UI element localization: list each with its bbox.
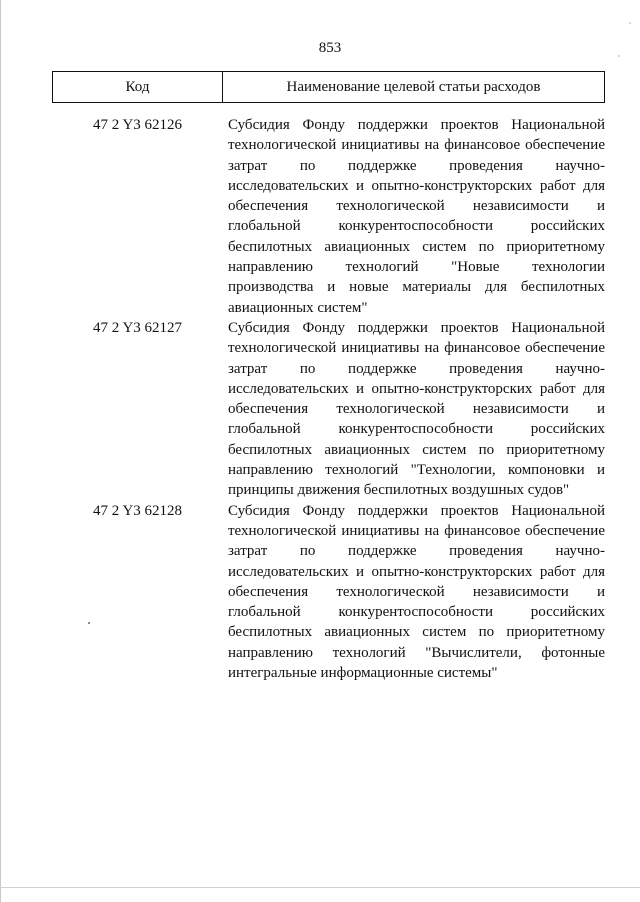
scan-artifact [88,622,90,624]
table-row [52,318,605,501]
scan-artifact [0,887,640,888]
scan-artifact [0,0,1,902]
row-description: Субсидия Фонду поддержки проектов Национальной технологической инициативы на финансовое обеспечение затрат по поддержке проведения научно-исследовательских и опытно-конструкторских работ для обеспечения технологической независимости и глобальной конкурентоспособности российских беспилотных авиационных систем по приоритетному направлению технологий "Новые технологии производства и новые материалы для беспилотных авиационных систем" [228,117,605,316]
page-number: 853 [318,40,342,56]
row-description: Субсидия Фонду поддержки проектов Национальной технологической инициативы на финансовое обеспечение затрат по поддержке проведения научно-исследовательских и опытно-конструкторских работ для обеспечения технологической независимости и глобальной конкурентоспособности российских беспилотных авиационных систем по приоритетному направлению технологий "Технологии, компоновки и принципы движения беспилотных воздушных судов" [228,319,605,499]
row-code: 47 2 Y3 62126 [93,117,183,133]
table-body [52,115,605,683]
scan-artifact [618,55,620,57]
table-header [52,71,605,103]
scan-artifact [629,22,631,24]
table-row [52,501,605,684]
row-code: 47 2 Y3 62127 [93,319,183,336]
header-code: Код [53,72,223,102]
header-name: Наименование целевой статьи расходов [286,78,541,95]
row-code: 47 2 Y3 62128 [93,502,183,519]
table-row [52,115,605,318]
row-description: Субсидия Фонду поддержки проектов Национальной технологической инициативы на финансовое обеспечение затрат по поддержке проведения научно-исследовательских и опытно-конструкторских работ для обеспечения технологической независимости и глобальной конкурентоспособности российских беспилотных авиационных систем по приоритетному направлению технологий "Вычислители, фотонные интегральные информационные системы" [228,502,605,682]
